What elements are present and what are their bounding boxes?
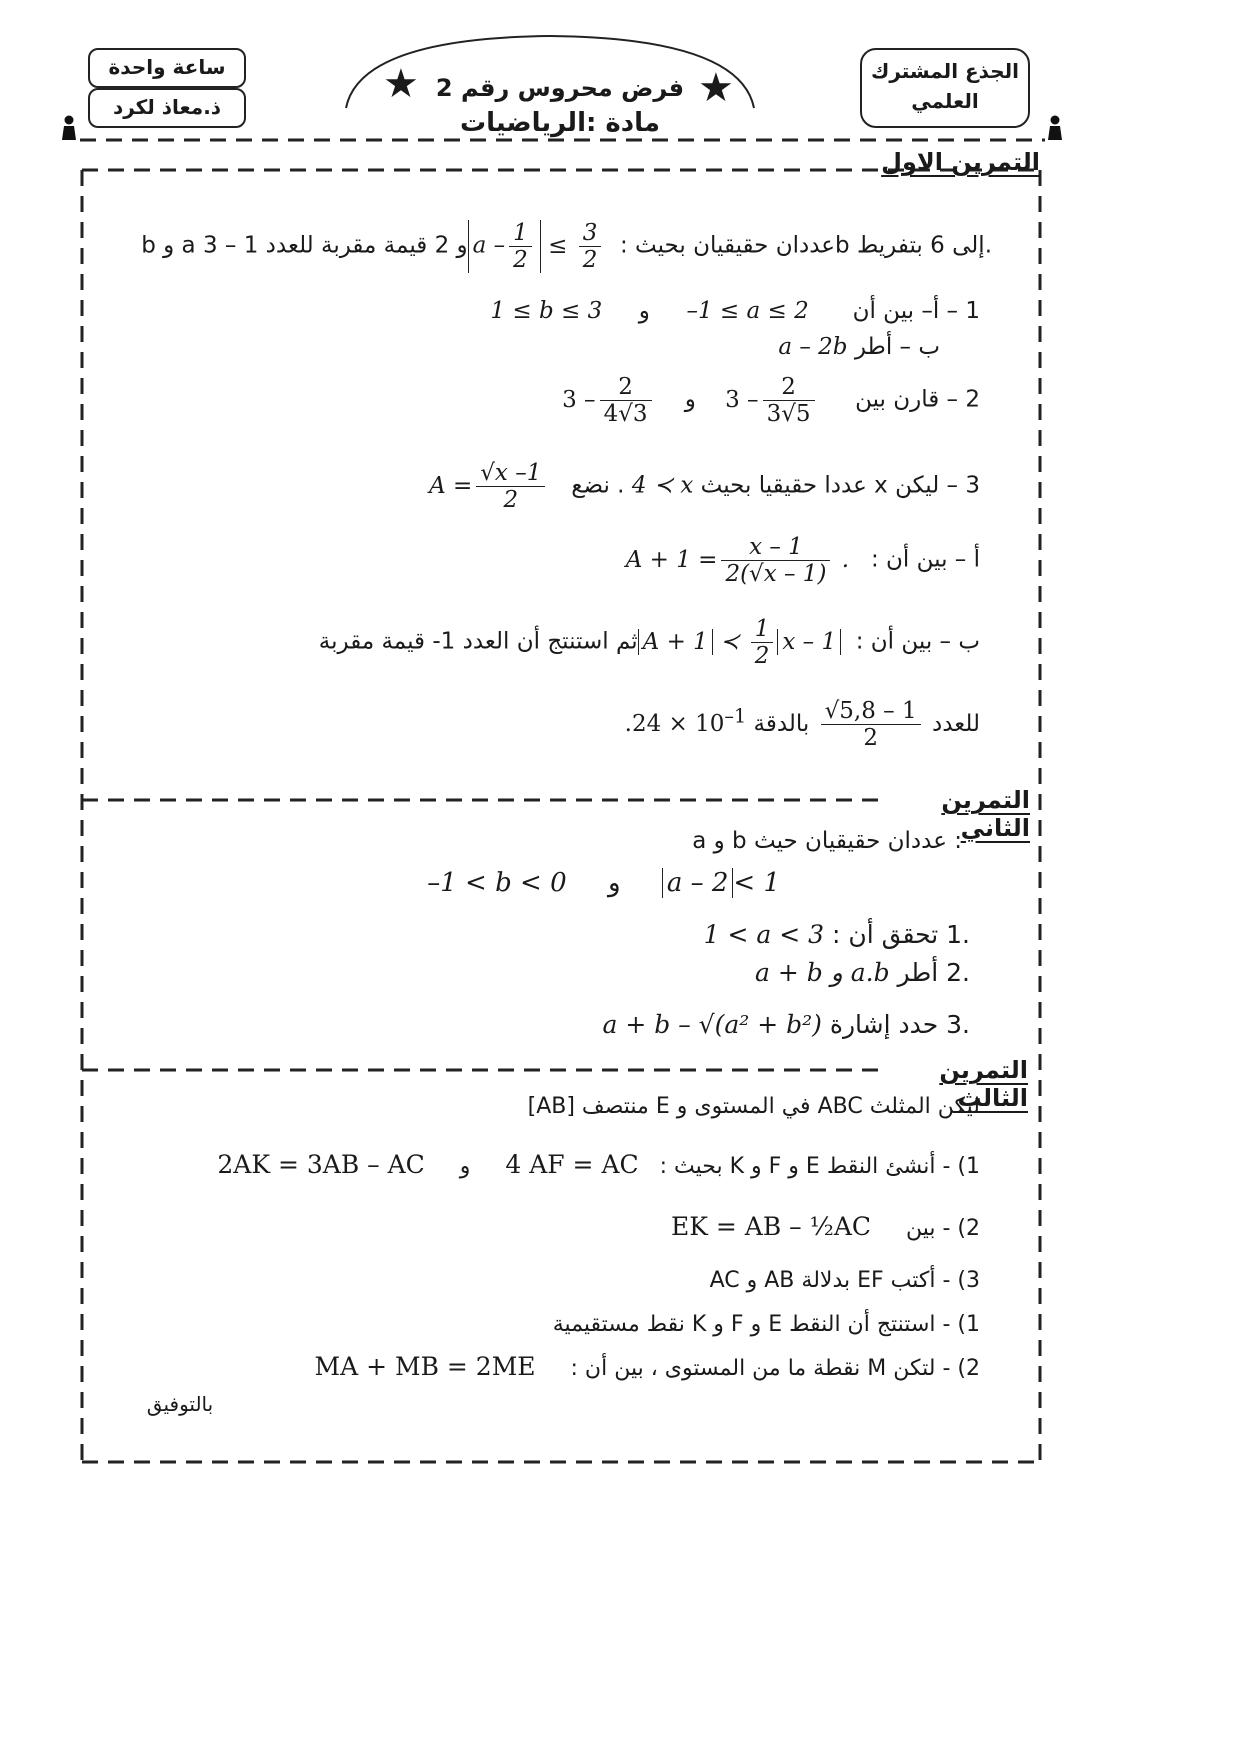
ex1-q3a-den: 2(√x – 1) bbox=[725, 561, 827, 587]
ex1-q3b-label: ب – بين أن : bbox=[855, 628, 980, 655]
ex2-conds bbox=[400, 868, 780, 898]
ex2-q2-m: a + b و a.b bbox=[755, 958, 890, 987]
level-line1: الجذع المشترك bbox=[870, 59, 1020, 83]
ex1-q3b-half-den: 2 bbox=[754, 643, 770, 669]
ex2-cond2: a – 2 bbox=[662, 868, 734, 898]
ex1-q3c-num: √5,8 – 1 bbox=[821, 698, 921, 725]
ex1-q3c-den: 2 bbox=[863, 725, 878, 751]
ex1-intro-b: و 2 قيمة مقربة للعدد 1 – 3b إلى 6 بتفريط. bbox=[202, 232, 992, 259]
ex1-q3c-label: للعدد bbox=[931, 711, 980, 737]
ex1-q1a bbox=[200, 298, 980, 324]
ex1-q2-left: 3 – bbox=[725, 386, 759, 413]
closing-text: بالتوفيق bbox=[146, 1392, 214, 1416]
ex3-q2-label: 2) - بين bbox=[905, 1216, 980, 1241]
ex1-q3b-rhs: x – 1 bbox=[777, 629, 841, 655]
ex1-q3a: أ – بين أن : A + 1 = $\frac{x - 1}{2(√x - 1)}$ . bbox=[625, 534, 980, 587]
ex1-q2-label: 2 – قارن بين bbox=[855, 386, 980, 413]
level-line2: العلمي bbox=[911, 89, 979, 113]
ex1-q3b-rel: ≺ bbox=[720, 628, 740, 655]
ex3-q5 bbox=[240, 1352, 980, 1381]
ex2-q3-m: a + b – √(a² + b²) bbox=[602, 1010, 822, 1039]
ex1-q3a-label: أ – بين أن : bbox=[870, 546, 980, 573]
ex1-q3c-exp: –1 bbox=[724, 704, 747, 728]
ex2-intro: a و b عددان حقيقيان حيث : bbox=[692, 828, 962, 854]
ex2-q2 bbox=[600, 958, 970, 987]
ex1-q3-label: 3 – ليكن x عددا حقيقيا بحيث bbox=[700, 472, 980, 499]
ex2-cond2-rhs: < 1 bbox=[733, 868, 780, 898]
ex1-q3 bbox=[280, 460, 980, 513]
ex3-q5-m: MA + MB = 2ME bbox=[314, 1352, 536, 1381]
ex1-q3-cond: 4 ≺ x bbox=[631, 472, 694, 499]
ex2-q3-label: .3 حدد إشارة bbox=[829, 1010, 970, 1039]
ex2-q1 bbox=[600, 920, 970, 949]
ex3-q2-m: EK = AB – ½AC bbox=[671, 1212, 871, 1241]
ex1-q2-and: و bbox=[684, 386, 696, 413]
teacher-label: ذ.معاذ لكرد bbox=[112, 95, 222, 119]
test-title: فرض محروس رقم 2 bbox=[435, 74, 685, 102]
ex3-q3: 3) - أكتب EF بدلالة AB و AC bbox=[709, 1268, 980, 1293]
duration-label: ساعة واحدة bbox=[108, 55, 226, 79]
ex1-q2-right: 3 – bbox=[562, 386, 596, 413]
ex1-q3c-value: .24 × 10 bbox=[624, 711, 725, 737]
ex1-intro: b و a عددان حقيقيان بحيث : a – $\frac{1}{2}$ ≤ $\frac{3}{2}$ و 2 قيمة مقربة للعدد 1 – 3b إلى 6 بتفريط. bbox=[141, 220, 992, 273]
ex3-q4: 1) - استنتج أن النقط E و F و K نقط مستقيمية bbox=[552, 1312, 980, 1337]
ex1-q3a-num: x – 1 bbox=[721, 534, 830, 561]
ex3-q1-label: 1) - أنشئ النقط E و F و K بحيث : bbox=[659, 1154, 980, 1179]
ex1-q2 bbox=[300, 374, 980, 427]
ex1-q2-num1: 2 bbox=[763, 374, 815, 401]
ex2-cond-and: و bbox=[607, 868, 621, 898]
ex1-q1a-label: 1 – أ– بين أن bbox=[852, 298, 980, 324]
ex1-q1a-and: و bbox=[638, 298, 650, 324]
ex1-q3c bbox=[400, 698, 980, 751]
ex2-q1-m: 1 < a < 3 bbox=[703, 920, 825, 949]
ex1-q3a-lhs: A + 1 = bbox=[625, 546, 718, 573]
ex2-cond2-wrap bbox=[662, 868, 780, 898]
ex2-q1-label: .1 تحقق أن : bbox=[831, 920, 970, 949]
ex2-q2-label: .2 أطر bbox=[897, 958, 970, 987]
ex1-q3-A: A = bbox=[429, 472, 473, 499]
ex1-q2-den2: 4√3 bbox=[603, 401, 648, 427]
ex1-q2-den1: 3√5 bbox=[766, 401, 811, 427]
ex1-q1b bbox=[500, 334, 940, 360]
ex3-q1-m2: 2AK = 3AB – AC bbox=[217, 1150, 425, 1179]
ex1-q3b bbox=[200, 616, 980, 669]
ex3-title: التمرين الثالث bbox=[878, 1056, 1028, 1112]
ex1-q3b-lhs: A + 1 bbox=[638, 629, 713, 655]
ex1-q1b-label: ب – أطر bbox=[854, 334, 940, 360]
ex3-q1 bbox=[160, 1150, 980, 1179]
ex3-intro: ليكن المثلث ABC في المستوى و E منتصف [AB] bbox=[527, 1094, 980, 1119]
star-left-icon: ★ bbox=[383, 61, 419, 107]
ex1-q3c-prec: بالدقة bbox=[753, 711, 810, 737]
ex1-q3b-half-num: 1 bbox=[751, 616, 774, 643]
ex1-q3-den: 2 bbox=[503, 487, 519, 513]
ex3-q5-label: 2) - لتكن M نقطة ما من المستوى ، بين أن : bbox=[570, 1356, 980, 1381]
ex1-q2-num2: 2 bbox=[600, 374, 652, 401]
ex1-intro-a: b و a عددان حقيقيان بحيث : bbox=[141, 232, 836, 259]
ex2-title: التمرين الثاني bbox=[880, 786, 1030, 842]
ex1-q1a-m2: 1 ≤ b ≤ 3 bbox=[490, 298, 603, 324]
ex3-q1-m1: 4 AF = AC bbox=[505, 1150, 639, 1179]
ex3-q2 bbox=[600, 1212, 980, 1241]
ex1-q1a-m1: –1 ≤ a ≤ 2 bbox=[686, 298, 809, 324]
ex1-q1b-m: a – 2b bbox=[778, 334, 848, 360]
ex3-q1-and: و bbox=[459, 1154, 471, 1179]
ex1-q3-num: √x –1 bbox=[476, 460, 545, 487]
ex1-title: التمرين الاول bbox=[881, 148, 1040, 176]
ex1-q3b-then: ثم استنتج أن العدد 1- قيمة مقربة bbox=[318, 628, 638, 655]
star-right-icon: ★ bbox=[698, 65, 734, 111]
ex1-q3-put: . نضع bbox=[571, 472, 625, 499]
ex2-cond1: –1 < b < 0 bbox=[427, 868, 567, 898]
ex2-q3 bbox=[500, 1010, 970, 1039]
subject-title: مادة :الرياضيات bbox=[459, 108, 660, 138]
